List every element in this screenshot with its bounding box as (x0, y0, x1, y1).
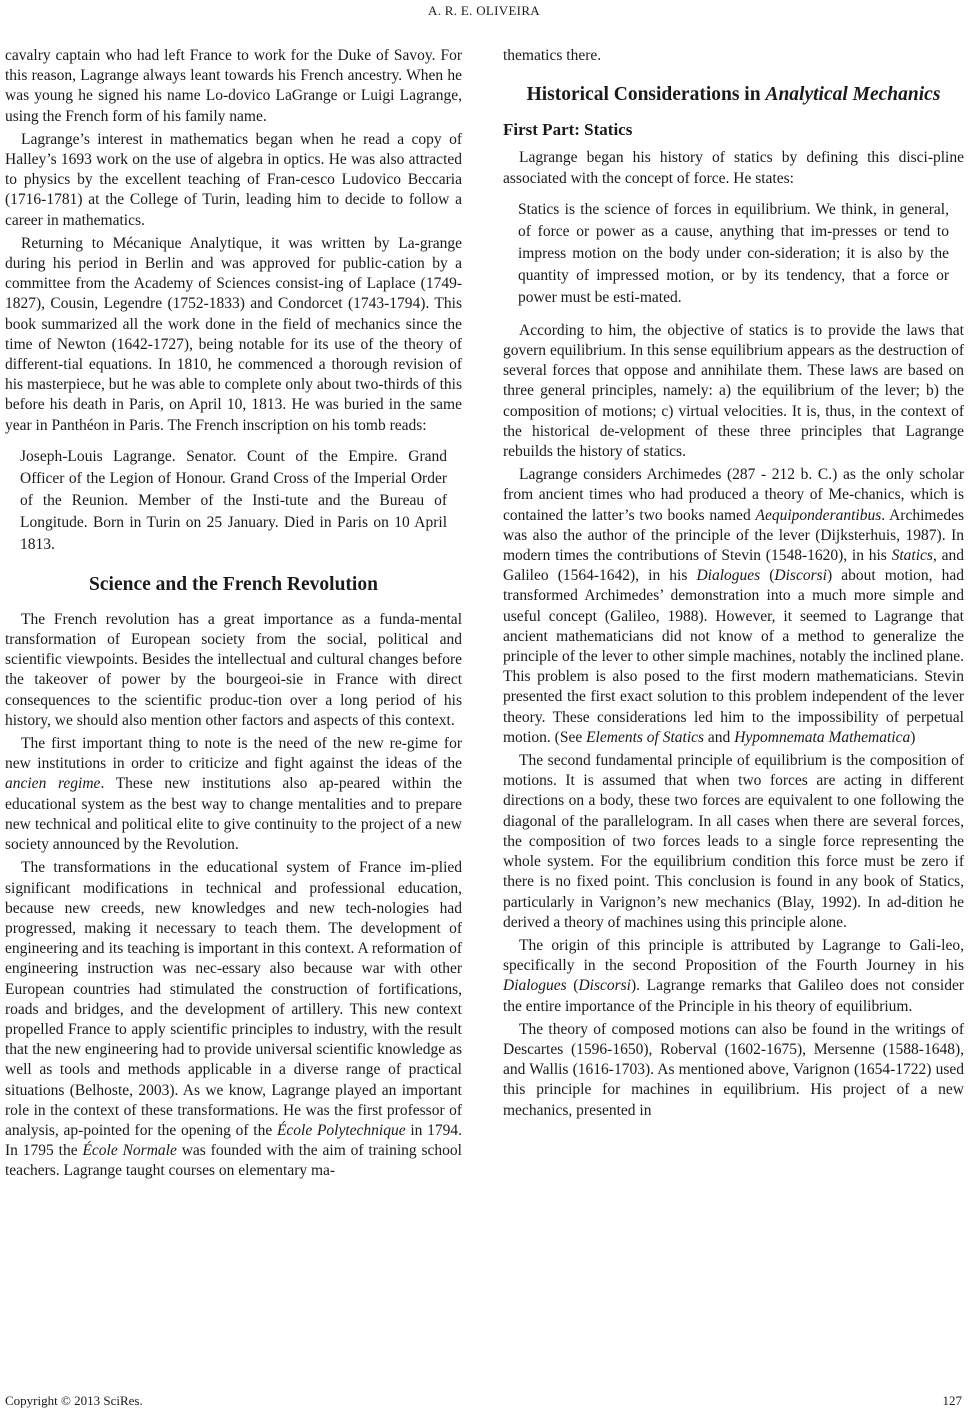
emphasis: Dialogues (696, 567, 761, 585)
tomb-inscription-quote (20, 446, 447, 556)
paragraph: cavalry captain who had left France to work for the Duke of Savoy. For this reason, Lagrange always leant towards his French ancestry. When he was young he signed his name Lo-dovico LaGrange or Luigi Lagrange, using the French form of his family name. (5, 47, 462, 125)
right-column (503, 46, 964, 1121)
emphasis: ancien regime (5, 775, 101, 793)
left-column (5, 46, 462, 1182)
emphasis: Dialogues (503, 977, 567, 995)
paragraph (503, 936, 964, 1017)
paragraph: thematics there. (503, 47, 602, 64)
emphasis: Discorsi (578, 977, 631, 995)
paragraph: The theory of composed motions can also be found in the writings of Descartes (1596-1650), Roberval (1602-1675), Mersenne (1588-1648), and Wallis (1616-1703). As mentioned above, Varignon (1654-1722) used this principle for machines in equilibrium. His project of a new mechanics, presented in (503, 1020, 964, 1119)
emphasis: Statics (891, 547, 933, 565)
text-run: . These new institutions also ap-peared within the educational system as the best way to change mentalities and to prepare new technical and political elite to give continuity to the project of a new society announced by the Revolution. (5, 775, 462, 854)
text-run: The first important thing to note is the need of the new re-gime for new institutions in order to criticize and fight against the ideas of the (5, 735, 462, 773)
paragraph (503, 465, 964, 748)
text-run: ) (910, 728, 916, 746)
subsection-title: First Part: Statics (503, 120, 633, 140)
title-emphasis: Analytical Mechanics (765, 84, 941, 106)
emphasis: Elements of Statics (586, 728, 705, 746)
copyright-footer: Copyright © 2013 SciRes. (5, 1393, 143, 1408)
quote-text: Statics is the science of forces in equilibrium. We think, in general, of force or power as a cause, anything that im-presses or tend to impress motion on the body under con-sideration; it is also by the quantity of impressed motion, or by its tendency, that a force or power must be esti-mated. (518, 200, 949, 306)
text-run: The transformations in the educational system of France im-plied significant modifications in technical and professional education, because new creeds, new knowledges and new tech-nologies had progressed, making it necessary to teach them. The development of engineering and its teaching is important in this context. A reformation of engineering instruction was nec-essary also because war with other European countries had stimulated the construction of fortifications, roads and bridges, and the development of artillery. This new context propelled France to apply scientific principles to industry, with the result that the new engineering had to provide universal scientific knowledge as well as tools and methods applicable in a diverse range of practical situations (Belhoste, 2003). As we know, Lagrange played an important role in the context of these transformations. He was the first professor of analysis, ap-pointed for the opening of the (5, 859, 462, 1139)
emphasis: École Polytechnique (276, 1121, 406, 1139)
text-run: ). Lagrange remarks that Galileo does not consider the entire importance of the Principle in his theory of equilibrium. (503, 977, 964, 1015)
paragraph: Lagrange began his history of statics by defining this disci-pline associated with the concept of force. He states: (503, 149, 964, 187)
text-run: was founded with the aim of training school teachers. Lagrange taught courses on elementary ma- (5, 1142, 462, 1180)
paragraph (5, 858, 462, 1181)
section-title (503, 84, 964, 106)
title-run: Historical Considerations in (526, 84, 766, 106)
running-head: A. R. E. OLIVEIRA (428, 3, 540, 18)
text-run: in 1794. In 1795 the (5, 1121, 463, 1160)
text-run: The origin of this principle is attributed by Lagrange to Gali-leo, specifically in the second Proposition of the Fourth Journey in his (503, 936, 964, 975)
text-run: and (704, 728, 735, 746)
section-title: Science and the French Revolution (89, 573, 378, 595)
text-run: ( (566, 977, 579, 995)
text-run: , and Galileo (1564-1642), in his (503, 547, 964, 585)
paragraph: According to him, the objective of statics is to provide the laws that govern equilibrium. In this sense equilibrium appears as the destruction of several forces that oppose and annihilate them. These laws are based on three general principles, namely: a) the equilibrium of the lever; b) the composition of motions; c) virtual velocities. It is, thus, in the context of the historical de-velopment of these three principles that Lagrange rebuilds the history of statics. (503, 321, 964, 461)
paragraph: Lagrange’s interest in mathematics began when he read a copy of Halley’s 1693 work on the use of algebra in optics. He was also attracted to physics by the excellent teaching of Fran-cesco Ludovico Beccaria (1716-1781) at the College of Turin, leading him to decide to follow a career in mathematics. (5, 130, 462, 229)
emphasis: Aequiponderantibus (755, 506, 882, 524)
page-number: 127 (942, 1393, 962, 1408)
quote-text: Joseph-Louis Lagrange. Senator. Count of the Empire. Grand Officer of the Legion of Honour. Grand Cross of the Imperial Order of the Reunion. Member of the Insti-tute and the Bureau of Longitude. Born in Turin on 25 January. Died in Paris on 10 April 1813. (20, 447, 447, 553)
paragraph: The French revolution has a great importance as a funda-mental transformation of European society from the social, political and scientific viewpoints. Besides the intellectual and cultural changes before the takeover of power by the bourgeoi-sie in France with direct consequences to the scientific produc-tion over a long period of his history, we should also mention other factors and aspects of this context. (5, 610, 462, 729)
text-run: . Archimedes was also the author of the principle of the lever (Dijksterhuis, 1987). In modern times the contributions of Stevin (1548-1620), in his (503, 506, 964, 565)
statics-definition-quote (518, 199, 949, 309)
text-run: ( (760, 567, 775, 585)
text-run: Lagrange considers Archimedes (287 - 212 b. C.) as the only scholar from ancient times who had produced a theory of Me-chanics, which is contained the latter’s two books named (503, 466, 964, 524)
emphasis: Discorsi (774, 567, 827, 585)
paragraph: Returning to Mécanique Analytique, it was written by La-grange during his period in Berlin and was approved for public-cation by a committee from the Academy of Sciences consist-ing of Laplace (1749-1827), Cousin, Legendre (1752-1833) and Condorcet (1743-1794). This book summarized all the work done in the field of mechanics since the time of Newton (1642-1727), being notable for its use of the theory of different-tial equations. In 1810, he commenced a thorough revision of his masterpiece, but he was able to complete only about two-thirds of this before his death in Paris, on April 10, 1813. He was buried in the same year in Panthéon in Paris. The French inscription on his tomb reads: (5, 234, 462, 434)
emphasis: École Normale (82, 1142, 177, 1160)
text-run: ) about motion, had transformed Archimedes’ demonstration into a much more simple and useful concept (Galileo, 1988). However, it seemed to Lagrange that ancient mathematicians did not know of a method to generalize the principle of the lever to other simple machines, notably the inclined plane. This problem is also posed to the first modern mathematicians. Stevin presented the first exact solution to this problem independent of the lever theory. These considerations led him to the impossibility of perpetual motion. (See (503, 567, 964, 746)
paragraph (5, 734, 462, 855)
paragraph: The second fundamental principle of equilibrium is the composition of motions. It is assumed that when two forces are acting in different directions on a body, these two forces are equivalent to one following the diagonal of the parallelogram. In all cases when there are several forces, the composition of two forces leads to a single force representing the whole system. For the equilibrium condition this force must be zero if there is no fixed point. This conclusion is found in any book of Statics, particularly in Varignon’s new mechanics (Blay, 1992). In ad-dition he derived a theory of machines using this principle alone. (503, 752, 964, 931)
emphasis: Hypomnemata Mathematica (734, 728, 911, 746)
